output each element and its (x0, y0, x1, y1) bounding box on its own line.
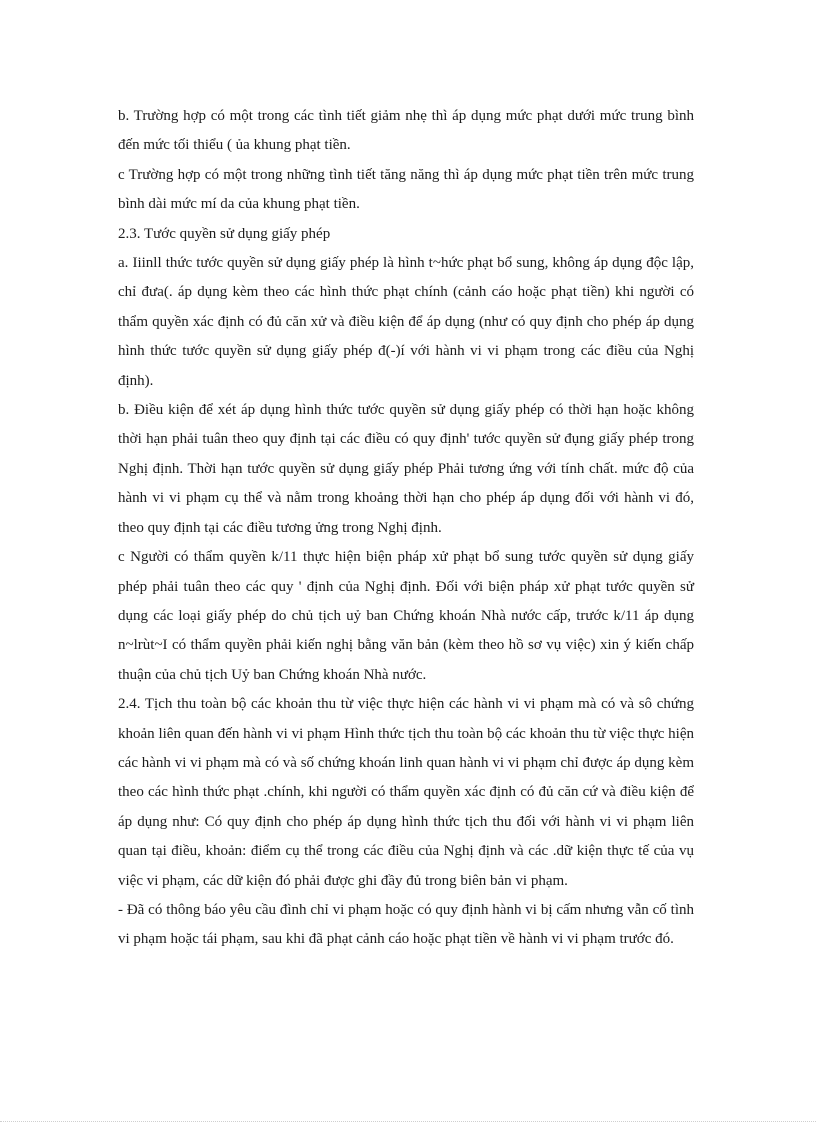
paragraph-2-2-c: c Trường hợp có một trong những tình tiết tăng năng thì áp dụng mức phạt tiền trên mức trung bình dài mức mí da của khung phạt tiền. (118, 166, 694, 213)
paragraph-2-3-a: a. Iiinll thức tước quyền sử dụng giấy phép là hình t~hức phạt bổ sung, không áp dụng độc lập, chỉ đưa(. áp dụng kèm theo các hình thức phạt chính (cảnh cáo hoặc phạt tiền) khi người có thẩm quyền xác định có đủ căn xử và điều kiện để áp dụng (như có quy định cho phép áp dụng hình thức tước quyền sử dụng giấy phép đ(-)í với hành vi vi phạm trong các điều của Nghị định). (118, 255, 694, 389)
paragraph-bullet: - Đã có thông báo yêu cầu đình chỉ vi phạm hoặc có quy định hành vi bị cấm nhưng vẫn cố tình vi phạm hoặc tái phạm, sau khi đã phạt cảnh cáo hoặc phạt tiền về hành vi vi phạm trước đó. (118, 901, 694, 948)
section-heading-2-3: 2.3. Tước quyền sử dụng giấy phép (118, 225, 331, 242)
paragraph-2-3-c: c Người có thẩm quyền k/11 thực hiện biện pháp xử phạt bổ sung tước quyền sử dụng giấy phép phải tuân theo các quy ' định của Nghị định. Đối với biện pháp xử phạt tước quyền sử dụng các loại giấy phép do chủ tịch uỷ ban Chứng khoán Nhà nước cấp, trước k/11 áp dụng n~lrùt~I có thẩm quyền phải kiến nghị bằng văn bản (kèm theo hồ sơ vụ việc) xin ý kiến chấp thuận của chủ tịch Uỷ ban Chứng khoán Nhà nước. (118, 549, 694, 683)
paragraph-2-3-b: b. Điều kiện để xét áp dụng hình thức tước quyền sử dụng giấy phép có thời hạn hoặc không thời hạn phải tuân theo quy định tại các điều có quy định' tước quyền sử đụng giấy phép trong Nghị định. Thời hạn tước quyền sử dụng giấy phép Phải tương ứng với tính chất. mức độ của hành vi vi phạm cụ thể và nằm trong khoảng thời hạn cho phép áp dụng đối với hành vi đó, theo quy định tại các điều tương ửng trong Nghị định. (118, 402, 694, 536)
page-bottom-edge (0, 1121, 816, 1122)
document-body (118, 102, 694, 955)
paragraph-2-2-b: b. Trường hợp có một trong các tình tiết giảm nhẹ thì áp dụng mức phạt dưới mức trung bình đến mức tối thiểu ( ủa khung phạt tiền. (118, 108, 694, 154)
paragraph-2-4: 2.4. Tịch thu toàn bộ các khoản thu từ việc thực hiện các hành vi vi phạm mà có và sô chứng khoản liên quan đến hành vi vi phạm Hình thức tịch thu toàn bộ các khoản thu từ việc thực hiện các hành vi vi phạm mà có và số chứng khoán linh quan hành vi vi phạm chỉ được áp dụng kèm theo các hình thức phạt .chính, khi người có thẩm quyền xác định có đủ căn cứ và điều kiện để áp dụng như: Có quy định cho phép áp dụng hình thức tịch thu đối với hành vi vi phạm liên quan tại điều, khoản: điểm cụ thể trong các điều của Nghị định và các .dữ kiện thực tế của vụ việc vi phạm, các dữ kiện đó phải được ghi đầy đủ trong biên bản vi phạm. (118, 696, 694, 889)
